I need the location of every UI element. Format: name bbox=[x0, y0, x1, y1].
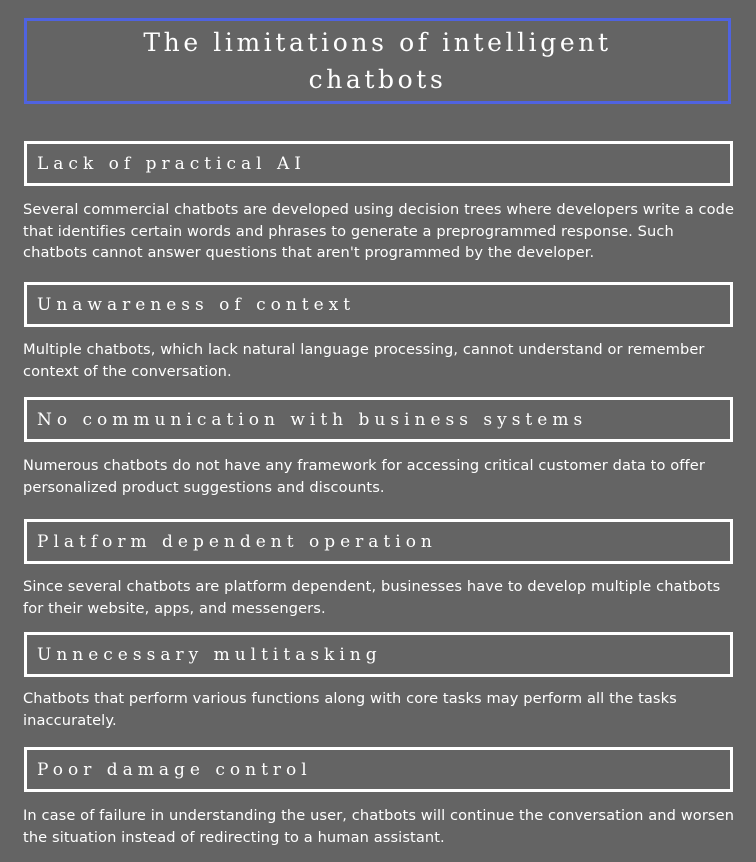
section-heading-box-unnecessary-multitasking bbox=[24, 632, 733, 677]
section-heading-box-platform-dependent bbox=[24, 519, 733, 564]
section-heading: Unawareness of context bbox=[37, 294, 356, 315]
section-heading-box-poor-damage-control bbox=[24, 747, 733, 792]
section-description: Chatbots that perform various functions along with core tasks may perform all the tasks inaccurately. bbox=[23, 690, 677, 729]
section-heading: Platform dependent operation bbox=[37, 531, 437, 552]
title-box bbox=[24, 18, 731, 104]
section-heading: Unnecessary multitasking bbox=[37, 644, 382, 665]
section-heading-box-lack-of-practical-ai bbox=[24, 141, 733, 186]
section-heading: Poor damage control bbox=[37, 759, 312, 780]
section-heading: No communication with business systems bbox=[37, 409, 588, 430]
page-title: The limitations of intelligent chatbots bbox=[143, 28, 612, 94]
section-description: Since several chatbots are platform dependent, businesses have to develop multiple chatbots for their website, apps, and messengers. bbox=[23, 578, 721, 617]
section-description: Several commercial chatbots are developed using decision trees where developers write a code that identifies certain words and phrases to generate a preprogrammed response. Such chatbots cannot answer questions that aren't programmed by the developer. bbox=[23, 201, 735, 261]
section-heading-box-no-communication bbox=[24, 397, 733, 442]
section-description: Numerous chatbots do not have any framework for accessing critical customer data to offer personalized product suggestions and discounts. bbox=[23, 457, 705, 496]
section-description: In case of failure in understanding the user, chatbots will continue the conversation and worsen the situation instead of redirecting to a human assistant. bbox=[23, 807, 735, 846]
section-heading: Lack of practical AI bbox=[37, 153, 307, 174]
section-description: Multiple chatbots, which lack natural language processing, cannot understand or remember context of the conversation. bbox=[23, 341, 705, 380]
section-heading-box-unawareness-of-context bbox=[24, 282, 733, 327]
